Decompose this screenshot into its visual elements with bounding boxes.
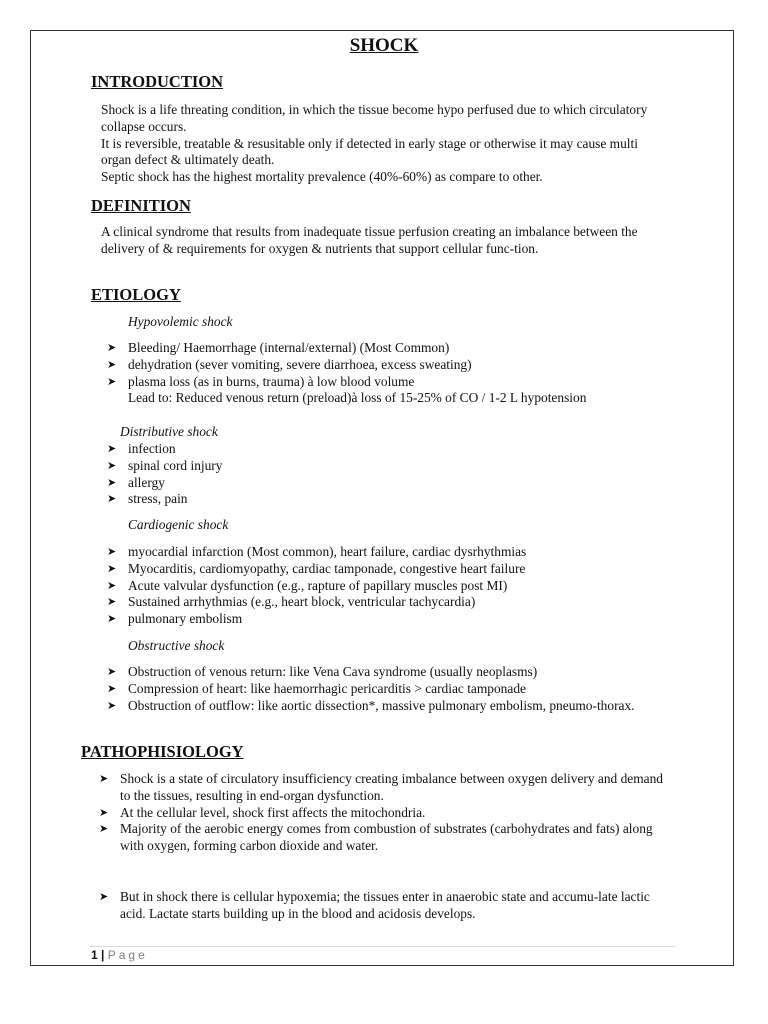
list-item: ➤ But in shock there is cellular hypoxemia; the tissues enter in anaerobic state and accumu-late lactic acid. Lactate starts building up in the blood and acidosis develops. <box>99 889 650 921</box>
arrowhead-bullet-icon: ➤ <box>99 806 109 819</box>
definition-heading: DEFINITION <box>91 196 191 215</box>
page-footer <box>91 948 148 962</box>
list-item: ➤ At the cellular level, shock first affects the mitochondria. <box>99 804 426 820</box>
arrowhead-bullet-icon: ➤ <box>107 596 117 609</box>
arrowhead-bullet-icon: ➤ <box>107 493 117 506</box>
list-item: ➤ pulmonary embolism <box>107 611 243 627</box>
page-label: Page <box>107 948 148 962</box>
list-item: ➤ myocardial infarction (Most common), heart failure, cardiac dysrhythmias <box>107 544 527 559</box>
arrowhead-bullet-icon: ➤ <box>107 699 117 712</box>
list-item: ➤ spinal cord injury <box>107 457 223 473</box>
distributive-list <box>107 441 222 508</box>
list-item: ➤ Bleeding/ Haemorrhage (internal/external) (Most Common) <box>107 340 450 355</box>
introduction-line: Septic shock has the highest mortality prevalence (40%-60%) as compare to other. <box>101 169 543 185</box>
page-number: 1 <box>91 948 98 962</box>
definition-text: A clinical syndrome that results from inadequate tissue perfusion creating an imbalance between the delivery of & requirements for oxygen & nutrients that support cellular func-tion. <box>101 224 638 256</box>
list-item: ➤ stress, pain <box>107 491 188 507</box>
arrowhead-bullet-icon: ➤ <box>107 682 117 695</box>
list-item: ➤ Obstruction of venous return: like Vena Cava syndrome (usually neoplasms) <box>107 664 538 679</box>
list-item: ➤ Majority of the aerobic energy comes from combustion of substrates (carbohydrates and fats) along with oxygen, forming carbon dioxide and water. <box>99 821 653 854</box>
introduction-text <box>101 102 671 186</box>
distributive-shock-title: Distributive shock <box>120 424 218 439</box>
hypovolemic-note: Lead to: Reduced venous return (preload)à loss of 15-25% of CO / 1-2 L hypotension <box>128 390 587 405</box>
hypovolemic-shock-title: Hypovolemic shock <box>128 314 233 329</box>
introduction-line: It is reversible, treatable & resusitable only if detected in early stage or otherwise it may cause multi organ defect & ultimately death. <box>101 135 638 168</box>
arrowhead-bullet-icon: ➤ <box>107 579 117 592</box>
list-item: ➤ Obstruction of outflow: like aortic dissection*, massive pulmonary embolism, pneumo-thorax. <box>107 697 635 713</box>
pathophysiology-list <box>99 771 673 855</box>
arrowhead-bullet-icon: ➤ <box>107 476 117 489</box>
obstructive-shock-title: Obstructive shock <box>128 638 225 653</box>
arrowhead-bullet-icon: ➤ <box>99 823 109 836</box>
list-item: ➤ Sustained arrhythmias (e.g., heart block, ventricular tachycardia) <box>107 594 476 610</box>
arrowhead-bullet-icon: ➤ <box>107 459 117 472</box>
arrowhead-bullet-icon: ➤ <box>107 613 117 626</box>
arrowhead-bullet-icon: ➤ <box>107 546 117 558</box>
list-item: ➤ dehydration (sever vomiting, severe diarrhoea, excess sweating) <box>107 356 472 372</box>
footer-separator: | <box>101 948 105 962</box>
introduction-line: Shock is a life threating condition, in which the tissue become hypo perfused due to which circulatory collapse occurs. <box>101 102 648 134</box>
arrowhead-bullet-icon: ➤ <box>107 666 117 678</box>
cardiogenic-shock-title: Cardiogenic shock <box>128 517 229 532</box>
list-item: ➤ infection <box>107 441 176 456</box>
document-title: SHOCK <box>349 35 419 56</box>
pathophysiology-heading: PATHOPHISIOLOGY <box>81 742 244 761</box>
footer-divider <box>90 946 675 947</box>
list-item: ➤ plasma loss (as in burns, trauma) à low blood volume <box>107 373 415 389</box>
list-item: ➤ Myocarditis, cardiomyopathy, cardiac tamponade, congestive heart failure <box>107 560 526 576</box>
list-item: ➤ allergy <box>107 474 165 490</box>
list-item: ➤ Compression of heart: like haemorrhagic pericarditis > cardiac tamponade <box>107 680 526 696</box>
arrowhead-bullet-icon: ➤ <box>107 562 117 575</box>
arrowhead-bullet-icon: ➤ <box>107 358 117 371</box>
arrowhead-bullet-icon: ➤ <box>99 891 109 903</box>
arrowhead-bullet-icon: ➤ <box>107 443 117 455</box>
hypovolemic-list <box>107 340 472 390</box>
arrowhead-bullet-icon: ➤ <box>107 342 117 354</box>
list-item: ➤ Shock is a state of circulatory insufficiency creating imbalance between oxygen delivery and demand to the tissues, resulting in end-organ dysfunction. <box>99 771 663 803</box>
arrowhead-bullet-icon: ➤ <box>99 773 109 785</box>
list-item: ➤ Acute valvular dysfunction (e.g., rapture of papillary muscles post MI) <box>107 577 508 593</box>
arrowhead-bullet-icon: ➤ <box>107 375 117 388</box>
pathophysiology-list-2 <box>99 889 673 923</box>
etiology-heading: ETIOLOGY <box>91 285 181 304</box>
introduction-heading: INTRODUCTION <box>91 72 224 91</box>
cardiogenic-list <box>107 544 526 628</box>
obstructive-list <box>107 664 672 714</box>
